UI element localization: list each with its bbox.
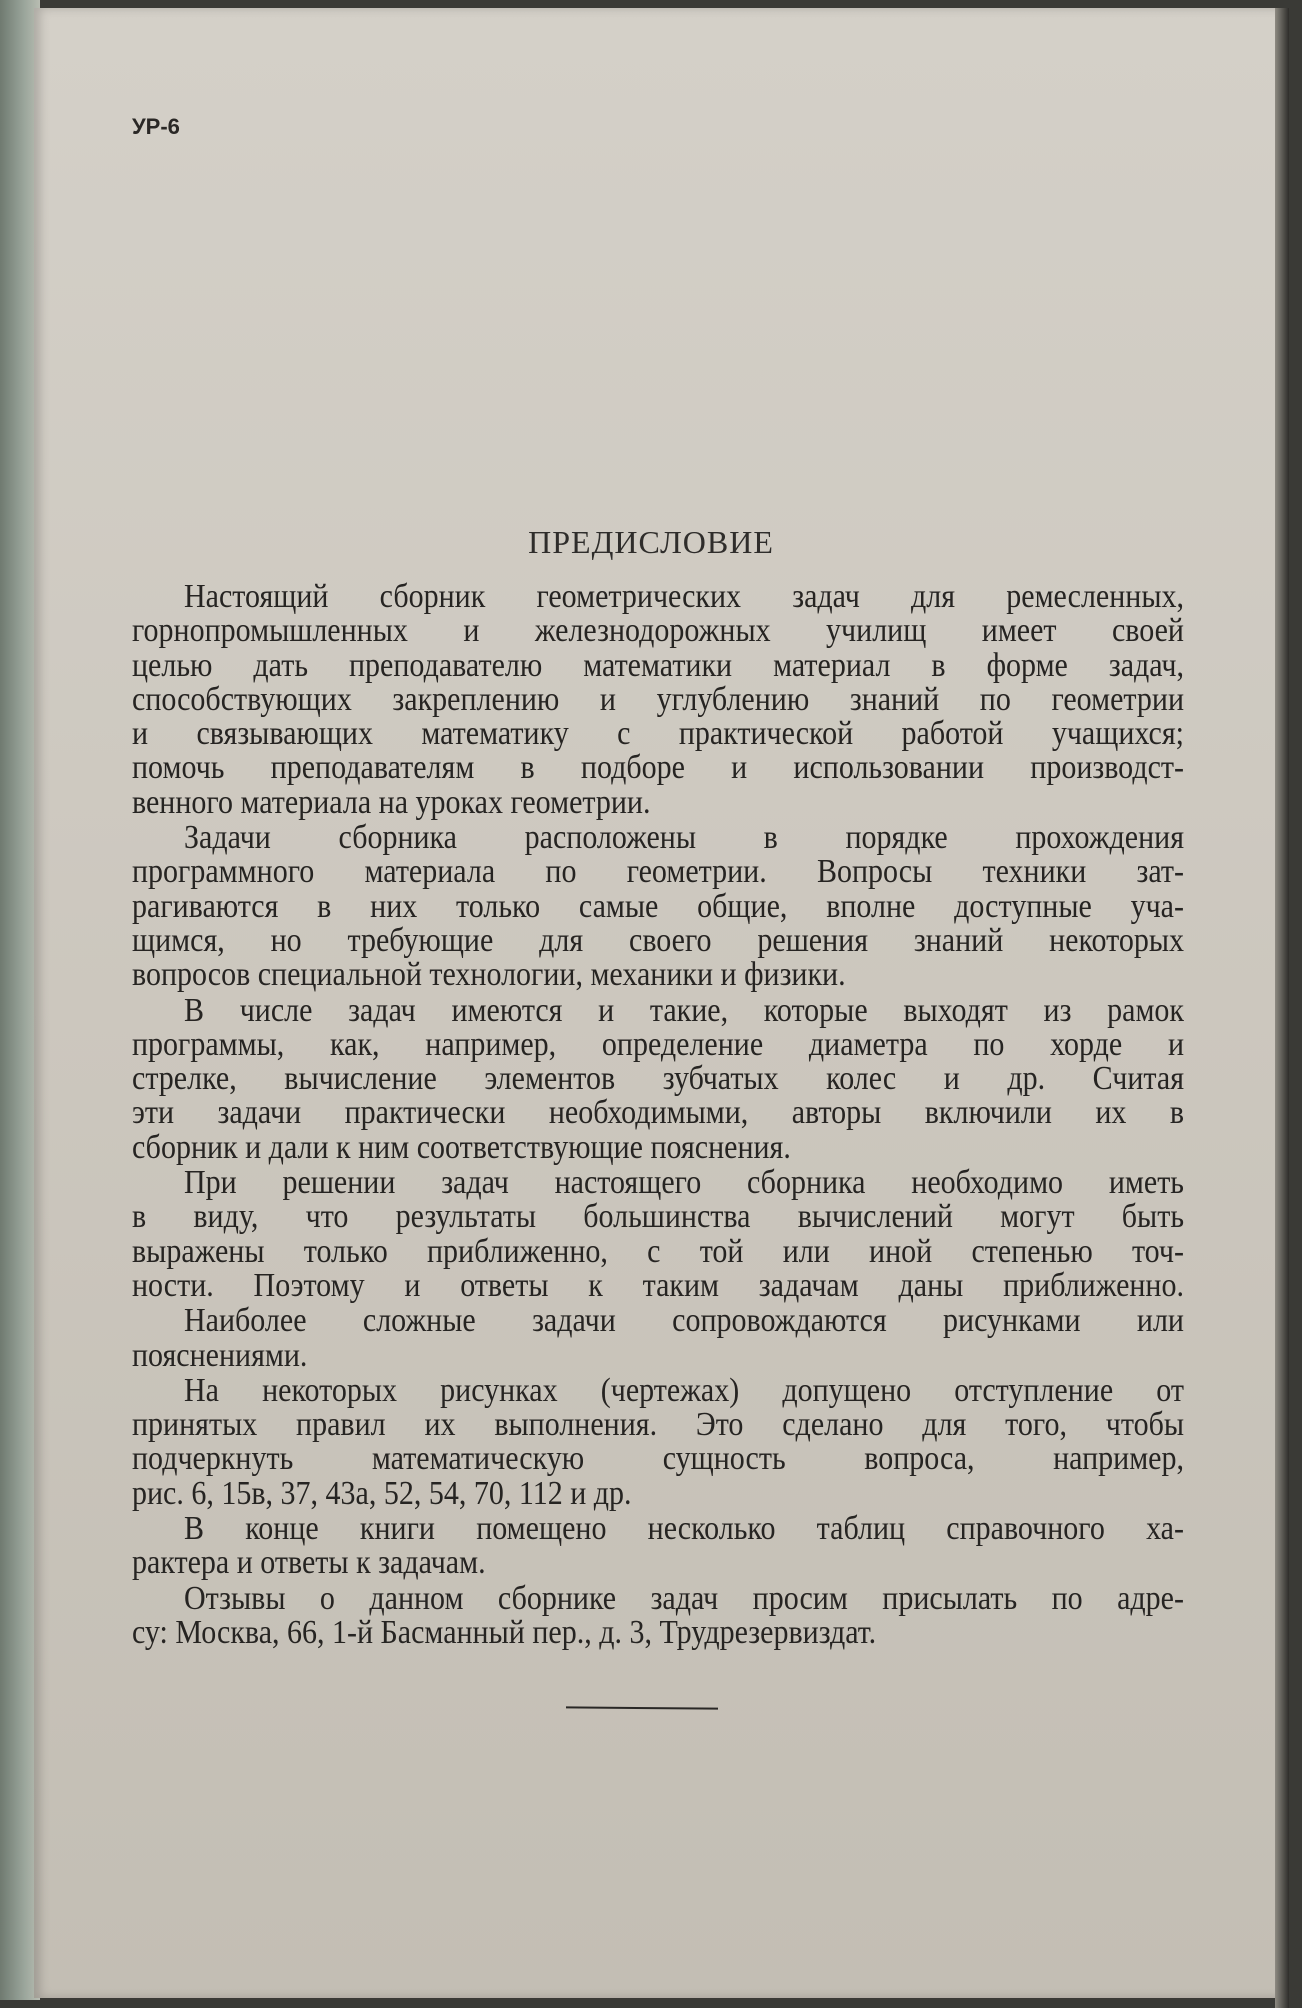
paragraph [132,577,1184,821]
text-line: рис. 6, 15в, 37, 43а, 52, 54, 70, 112 и др. [132,1474,632,1512]
text-line: горнопромышленных и железнодорожных училищ имеет своей [132,612,1184,650]
text-line: Наиболее сложные задачи сопровождаются рисунками или [184,1302,1184,1340]
paragraph [132,1163,1184,1304]
page-edge-shadow [1275,8,1289,2008]
series-code: УР-6 [132,114,180,139]
text-line: вопросов специальной технологии, механики и физики. [132,956,846,994]
text-line: выражены только приближенно, с той или иной степенью точ- [132,1232,1184,1270]
paragraph [132,1304,1184,1373]
text-line: При решении задач настоящего сборника необходимо иметь [184,1163,1184,1201]
paragraph [132,1579,1184,1651]
text-line: Настоящий сборник геометрических задач для ремесленных, [184,577,1184,615]
paragraph [132,991,1184,1166]
text-line: В числе задач имеются и такие, которые выходят из рамок [184,991,1184,1029]
text-line: ности. Поэтому и ответы к таким задачам даны приближенно. [132,1266,1184,1304]
text-line: помочь преподавателям в подборе и использовании производст- [132,749,1184,787]
text-line: пояснениями. [132,1336,308,1374]
paragraph [132,821,1184,992]
text-line: рагиваются в них только самые общие, вполне доступные уча- [132,887,1184,925]
text-line: эти задачи практически необходимыми, авторы включили их в [132,1094,1184,1132]
text-line: Отзывы о данном сборнике задач просим присылать по адре- [184,1579,1184,1617]
text-line: программы, как, например, определение диаметра по хорде и [132,1025,1184,1063]
text-line: рактера и ответы к задачам. [132,1544,486,1582]
text-line: и связывающих математику с практической работой учащихся; [132,715,1184,753]
text-line: Задачи сборника расположены в порядке прохождения [184,819,1184,856]
text-line: в виду, что результаты большинства вычислений могут быть [132,1198,1184,1236]
page-title: ПРЕДИСЛОВИЕ [528,524,774,560]
text-line: целью дать преподавателю математики материал в форме задач, [132,646,1184,684]
text-line: программного материала по геометрии. Вопросы техники зат- [132,853,1184,891]
text-line: На некоторых рисунках (чертежах) допущено отступление от [184,1371,1184,1409]
paragraph [132,1509,1184,1582]
preface-text [132,577,1184,1651]
text-line: сборник и дали к ним соответствующие пояснения. [132,1128,791,1166]
text-line: стрелке, вычисление элементов зубчатых колес и др. Считая [132,1060,1184,1098]
text-line: В конце книги помещено несколько таблиц справочного ха- [184,1509,1184,1547]
text-line: щимся, но требующие для своего решения знаний некоторых [132,921,1184,959]
paragraph [132,1371,1184,1512]
text-line: су: Москва, 66, 1-й Басманный пер., д. 3, Трудрезервиздат. [132,1613,877,1651]
text-line: подчеркнуть математическую сущность вопроса, например, [132,1440,1184,1478]
text-line: венного материала на уроках геометрии. [132,783,651,821]
text-line: принятых правил их выполнения. Это сделано для того, чтобы [132,1406,1184,1444]
text-line: способствующих закреплению и углублению знаний по геометрии [132,680,1184,718]
